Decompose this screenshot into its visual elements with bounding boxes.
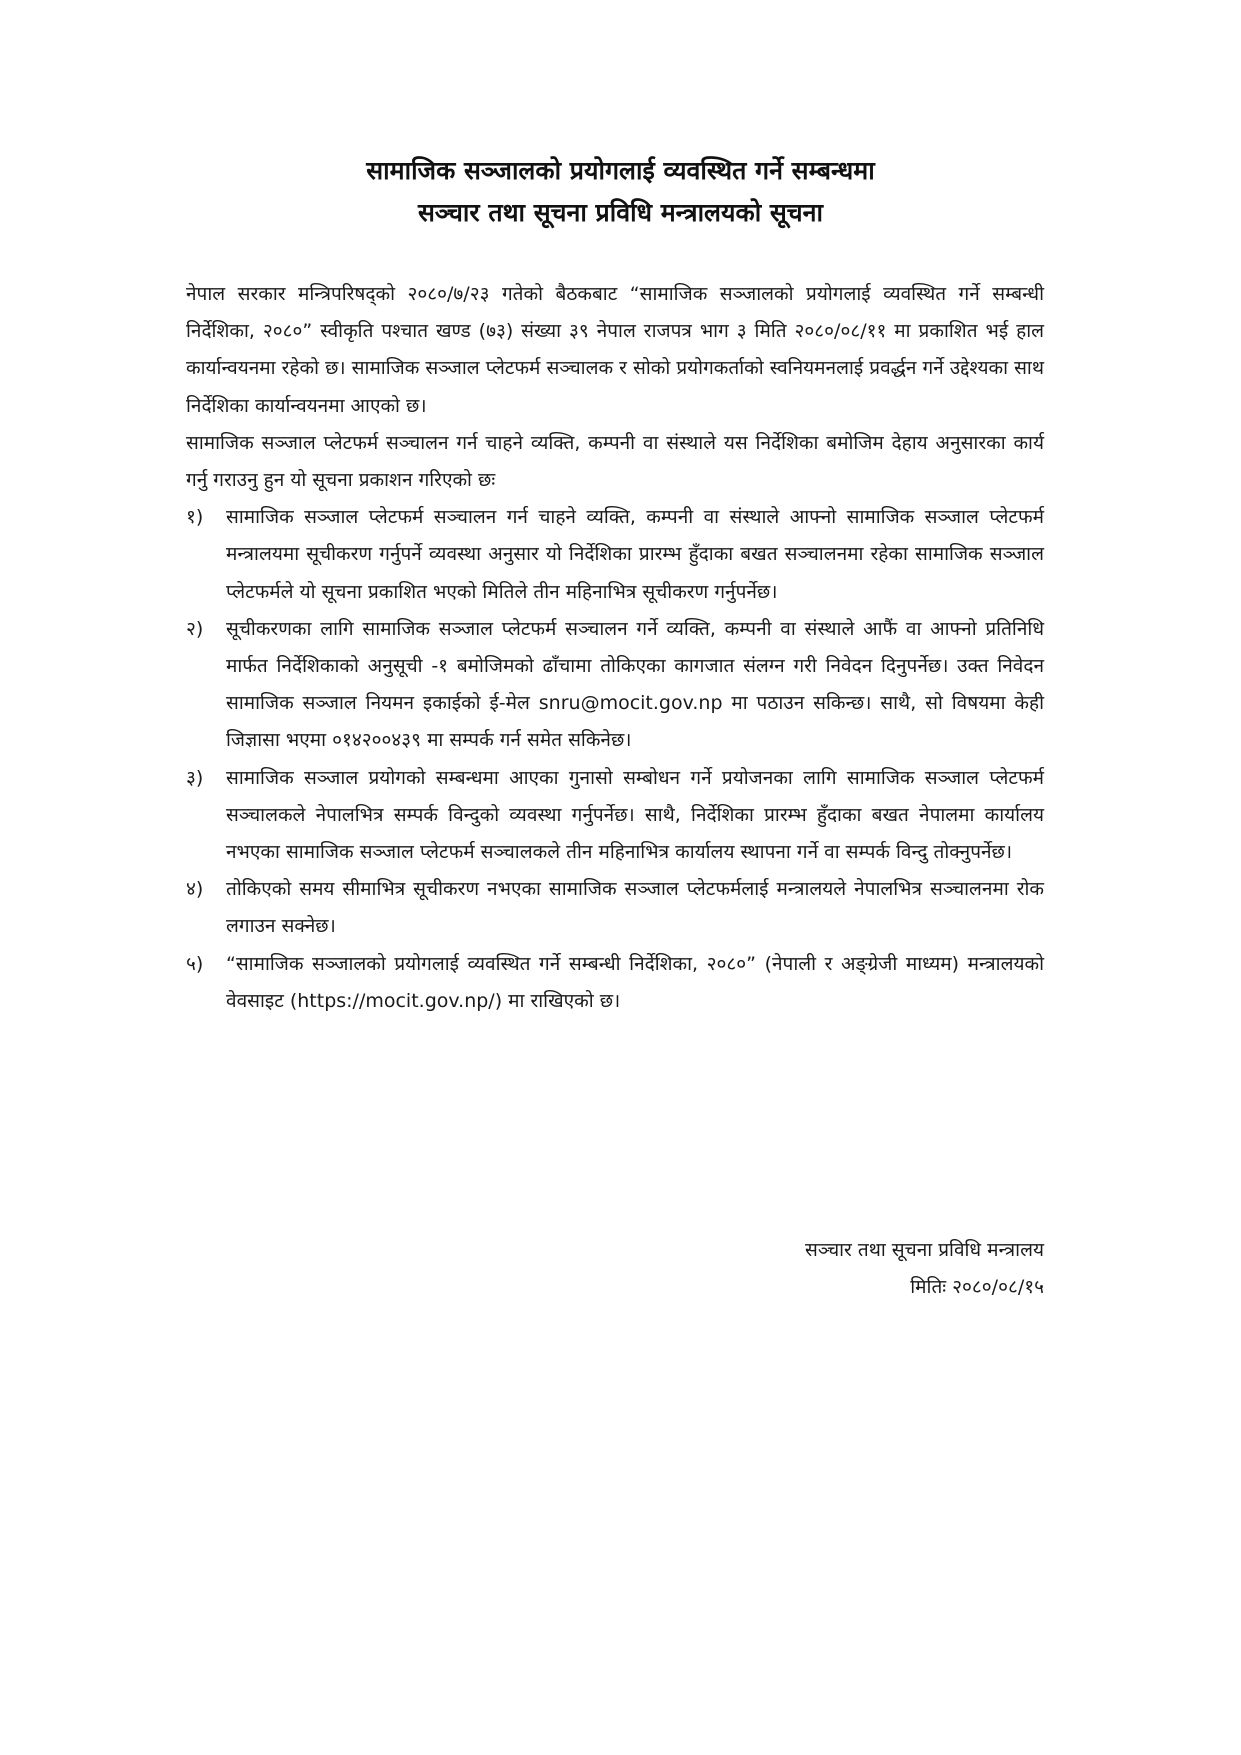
list-item-number: ५) [186,952,204,975]
title-line-2: सञ्चार तथा सूचना प्रविधि मन्त्रालयको सूचना [417,198,824,227]
notice-title [0,150,1241,234]
list-item [186,760,1044,872]
intro-paragraph: नेपाल सरकार मन्त्रिपरिषद्को २०८०/७/२३ गतेको बैठकबाट “सामाजिक सञ्जालको प्रयोगलाई व्यवस्थित गर्ने सम्बन्धी निर्देशिका, २०८०” स्वीकृति पश्चात खण्ड (७३) संख्या ३९ नेपाल राजपत्र भाग ३ मिति २०८०/०८/११ मा प्रकाशित भई हाल कार्यान्वयनमा रहेको छ। सामाजिक सञ्जाल प्लेटफर्म सञ्चालक र सोको प्रयोगकर्ताको स्वनियमनलाई प्रवर्द्धन गर्ने उद्देश्यका साथ निर्देशिका कार्यान्वयनमा आएको छ। [186,283,1044,417]
list-item-number: २) [186,617,204,640]
list-item-text: सूचीकरणका लागि सामाजिक सञ्जाल प्लेटफर्म सञ्चालन गर्ने व्यक्ति, कम्पनी वा संस्थाले आफैं वा आफ्नो प्रतिनिधि मार्फत निर्देशिकाको अनुसूची -१ बमोजिमको ढाँचामा तोकिएका कागजात संलग्न गरी निवेदन दिनुपर्नेछ। उक्त निवेदन सामाजिक सञ्जाल नियमन इकाईको ई-मेल snru@mocit.gov.np मा पठाउन सकिन्छ। साथै, सो विषयमा केही जिज्ञासा भएमा ०१४२००४३९ मा सम्पर्क गर्न समेत सकिनेछ। [226,617,1044,752]
list-item [186,946,1044,1020]
list-item-number: ४) [186,878,204,901]
list-item-number: ३) [186,766,204,789]
purpose-paragraph: सामाजिक सञ्जाल प्लेटफर्म सञ्चालन गर्न चाहने व्यक्ति, कम्पनी वा संस्थाले यस निर्देशिका बमोजिम देहाय अनुसारका कार्य गर्नु गराउनु हुन यो सूचना प्रकाशन गरिएको छः [186,431,1044,492]
list-item [186,871,1044,945]
list-item-text: सामाजिक सञ्जाल प्लेटफर्म सञ्चालन गर्न चाहने व्यक्ति, कम्पनी वा संस्थाले आफ्नो सामाजिक सञ्जाल प्लेटफर्म मन्त्रालयमा सूचीकरण गर्नुपर्ने व्यवस्था अनुसार यो निर्देशिका प्रारम्भ हुँदाका बखत सञ्चालनमा रहेका सामाजिक सञ्जाल प्लेटफर्मले यो सूचना प्रकाशित भएको मितिले तीन महिनाभित्र सूचीकरण गर्नुपर्नेछ। [226,506,1044,603]
list-item-text: “सामाजिक सञ्जालको प्रयोगलाई व्यवस्थित गर्ने सम्बन्धी निर्देशिका, २०८०” (नेपाली र अङ्ग्रेजी माध्यम) मन्त्रालयको वेवसाइट (https://mocit.gov.np/) मा राखिएको छ। [226,952,1044,1012]
notice-body [186,276,1044,1020]
list-item-text: तोकिएको समय सीमाभित्र सूचीकरण नभएका सामाजिक सञ्जाल प्लेटफर्मलाई मन्त्रालयले नेपालभित्र सञ्चालनमा रोक लगाउन सक्नेछ। [226,878,1044,938]
issuer-name: सञ्चार तथा सूचना प्रविधि मन्त्रालय [804,1239,1044,1261]
list-item-number: १) [186,506,204,529]
signature-block [805,1232,1044,1306]
issue-date: मितिः २०८०/०८/१५ [910,1276,1044,1298]
list-item [186,499,1044,611]
list-item [186,611,1044,760]
list-item-text: सामाजिक सञ्जाल प्रयोगको सम्बन्धमा आएका गुनासो सम्बोधन गर्ने प्रयोजनका लागि सामाजिक सञ्जाल प्लेटफर्म सञ्चालकले नेपालभित्र सम्पर्क विन्दुको व्यवस्था गर्नुपर्नेछ। साथै, निर्देशिका प्रारम्भ हुँदाका बखत नेपालमा कार्यालय नभएका सामाजिक सञ्जाल प्लेटफर्म सञ्चालकले तीन महिनाभित्र कार्यालय स्थापना गर्ने वा सम्पर्क विन्दु तोक्नुपर्नेछ। [226,766,1044,864]
instruction-list [186,499,1044,1020]
title-line-1: सामाजिक सञ्जालको प्रयोगलाई व्यवस्थित गर्ने सम्बन्धमा [366,156,875,185]
